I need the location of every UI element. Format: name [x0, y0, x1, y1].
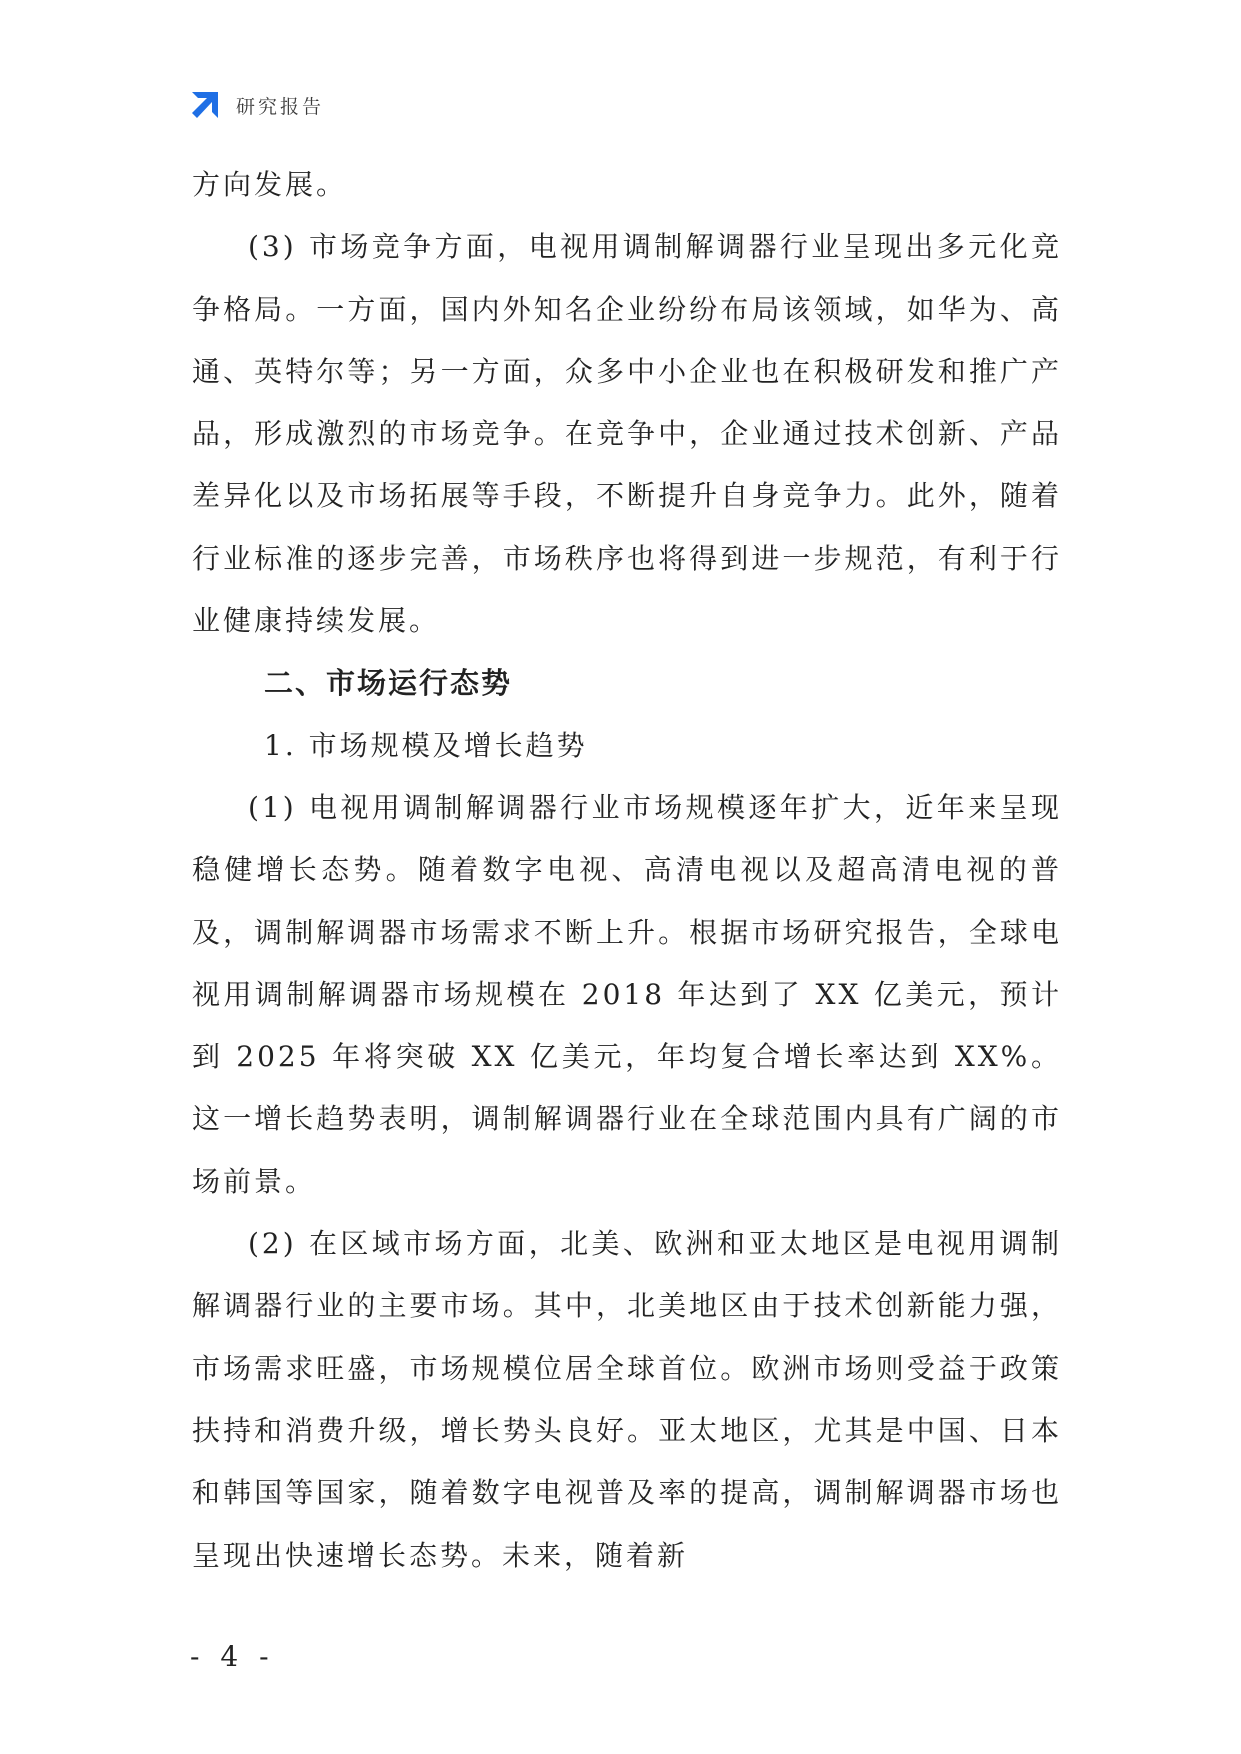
- paragraph-regional-market: (2) 在区域市场方面，北美、欧洲和亚太地区是电视用调制解调器行业的主要市场。其中，北美地区由于技术创新能力强，市场需求旺盛，市场规模位居全球首位。欧洲市场则受益于政策扶持和消费升级，增长势头良好。亚太地区，尤其是中国、日本和韩国等国家，随着数字电视普及率的提高，调制解调器市场也呈现出快速增长态势。未来，随着新: [192, 1227, 1062, 1572]
- header-title: 研究报告: [236, 95, 325, 118]
- page-header: [188, 86, 324, 124]
- arrow-up-right-icon: [188, 88, 222, 122]
- paragraph-market-competition: (3) 市场竞争方面，电视用调制解调器行业呈现出多元化竞争格局。一方面，国内外知名企业纷纷布局该领域，如华为、高通、英特尔等；另一方面，众多中小企业也在积极研发和推广产品，形成激烈的市场竞争。在竞争中，企业通过技术创新、产品差异化以及市场拓展等手段，不断提升自身竞争力。此外，随着行业标准的逐步完善，市场秩序也将得到进一步规范，有利于行业健康持续发展。: [192, 230, 1062, 638]
- section-heading: 二、市场运行态势: [264, 666, 513, 701]
- subsection-heading: 1. 市场规模及增长趋势: [264, 728, 588, 762]
- body-text: [192, 154, 1062, 1587]
- paragraph-continuation: 方向发展。: [192, 168, 348, 201]
- page-number: - 4 -: [190, 1640, 275, 1673]
- paragraph-market-size: (1) 电视用调制解调器行业市场规模逐年扩大，近年来呈现稳健增长态势。随着数字电视、高清电视以及超高清电视的普及，调制解调器市场需求不断上升。根据市场研究报告，全球电视用调制解调器市场规模在 2018 年达到了 XX 亿美元，预计到 2025 年将突破 XX 亿美元，年均复合增长率达到 XX%。这一增长趋势表明，调制解调器行业在全球范围内具有广阔的市场前景。: [192, 790, 1062, 1198]
